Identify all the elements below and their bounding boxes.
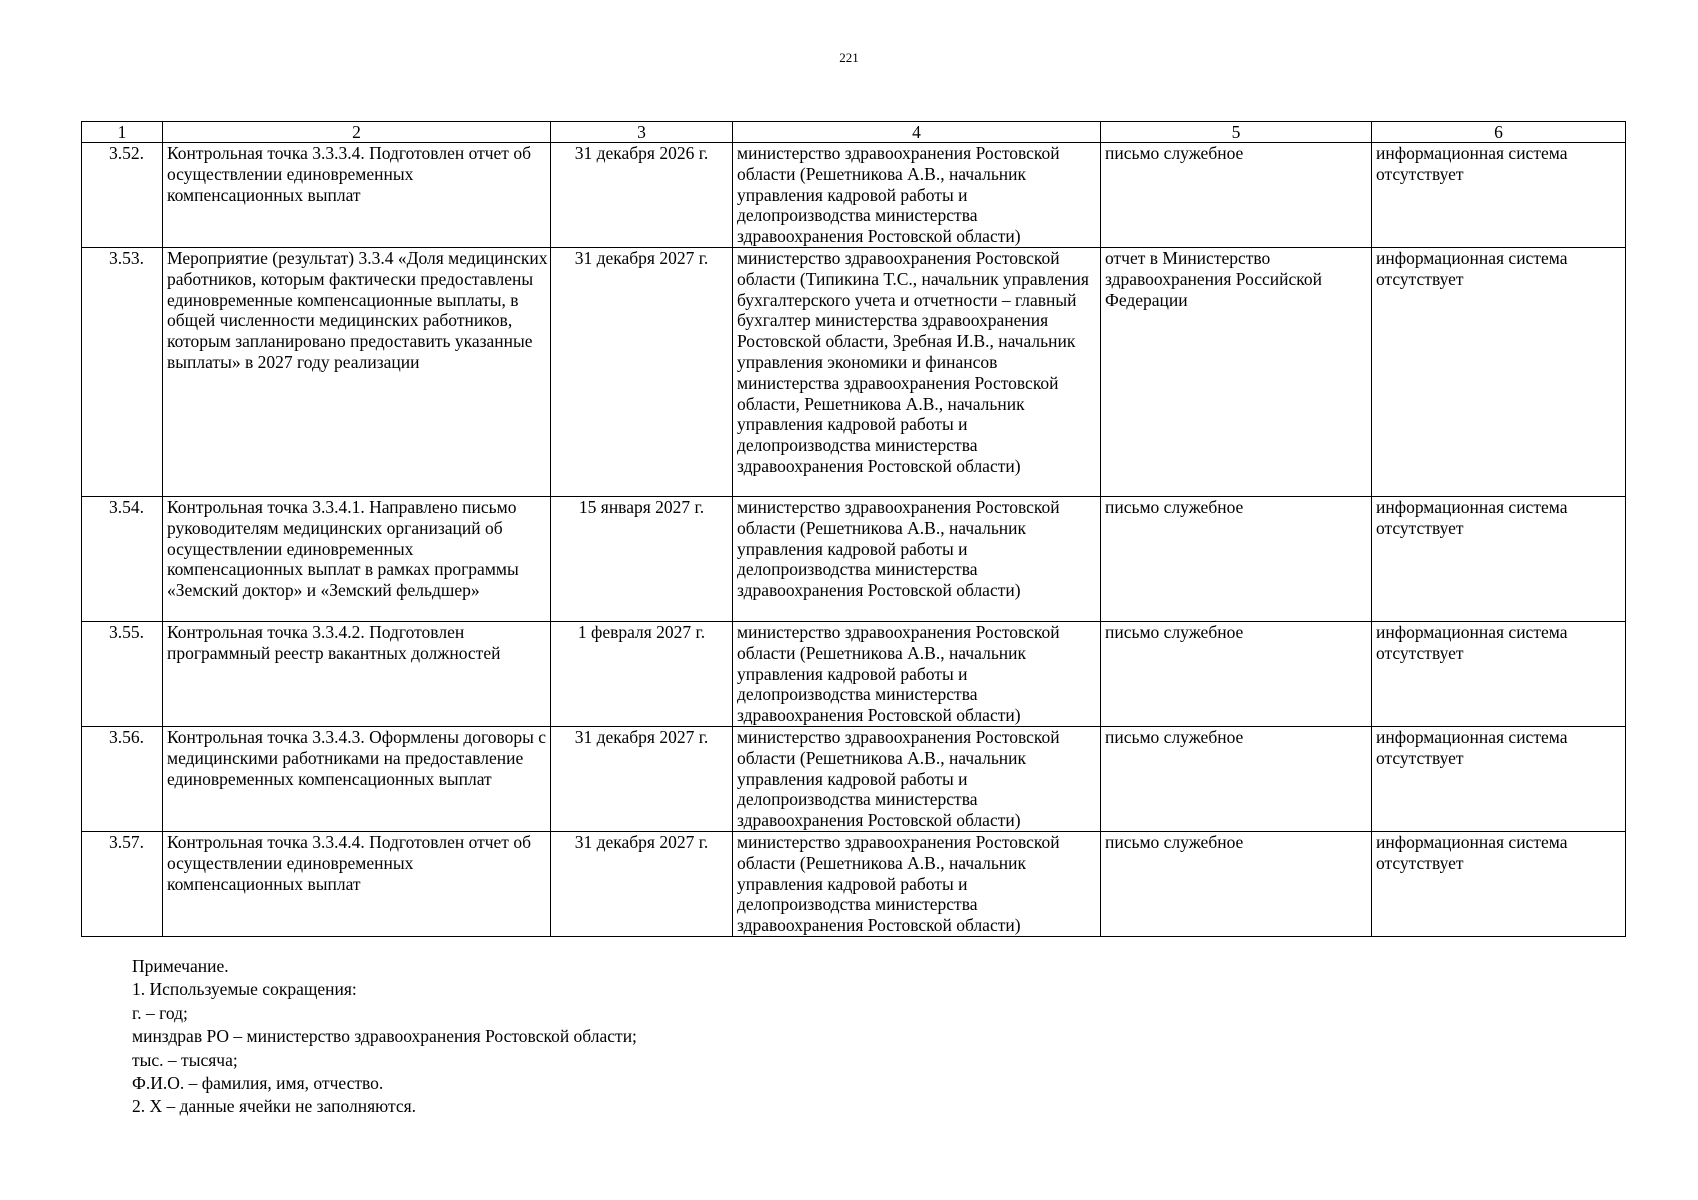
row-info-system: информационная система отсутствует	[1372, 621, 1626, 726]
footnote	[132, 955, 637, 1119]
footnote-line: Ф.И.О. – фамилия, имя, отчество.	[132, 1073, 384, 1094]
row-document: письмо служебное	[1101, 621, 1372, 726]
row-responsible: министерство здравоохранения Ростовской области (Решетникова А.В., начальник управления кадровой работы и делопроизводства министерства здравоохранения Ростовской области)	[733, 621, 1101, 726]
column-header-5: 5	[1101, 122, 1372, 143]
row-date: 1 февраля 2027 г.	[551, 621, 733, 726]
column-header-2: 2	[163, 122, 551, 143]
row-info-system: информационная система отсутствует	[1372, 496, 1626, 621]
row-responsible: министерство здравоохранения Ростовской области (Решетникова А.В., начальник управления кадровой работы и делопроизводства министерства здравоохранения Ростовской области)	[733, 831, 1101, 936]
row-number: 3.54.	[82, 496, 163, 621]
row-number: 3.53.	[82, 247, 163, 496]
table-row	[82, 726, 1626, 831]
row-name: Контрольная точка 3.3.4.1. Направлено письмо руководителям медицинских организаций об осуществлении единовременных компенсационных выплат в рамках программы «Земский доктор» и «Земский фельдшер»	[163, 496, 551, 621]
row-number: 3.56.	[82, 726, 163, 831]
row-document: письмо служебное	[1101, 831, 1372, 936]
row-date: 31 декабря 2027 г.	[551, 247, 733, 496]
row-document: отчет в Министерство здравоохранения Российской Федерации	[1101, 247, 1372, 496]
row-info-system: информационная система отсутствует	[1372, 831, 1626, 936]
row-name: Мероприятие (результат) 3.3.4 «Доля медицинских работников, которым фактически предоставлены единовременные компенсационные выплаты, в общей численности медицинских работников, которым запланировано предоставить указанные выплаты» в 2027 году реализации	[163, 247, 551, 496]
column-header-6: 6	[1372, 122, 1626, 143]
table-row	[82, 143, 1626, 248]
row-responsible: министерство здравоохранения Ростовской области (Решетникова А.В., начальник управления кадровой работы и делопроизводства министерства здравоохранения Ростовской области)	[733, 726, 1101, 831]
footnote-line: минздрав РО – министерство здравоохранения Ростовской области;	[132, 1026, 637, 1047]
footnote-line: тыс. – тысяча;	[132, 1049, 238, 1070]
table-row	[82, 496, 1626, 621]
row-document: письмо служебное	[1101, 496, 1372, 621]
row-responsible: министерство здравоохранения Ростовской области (Решетникова А.В., начальник управления кадровой работы и делопроизводства министерства здравоохранения Ростовской области)	[733, 143, 1101, 248]
implementation-plan-table	[81, 121, 1626, 937]
footnote-title: Примечание.	[132, 956, 229, 976]
row-info-system: информационная система отсутствует	[1372, 143, 1626, 248]
row-number: 3.52.	[82, 143, 163, 248]
row-number: 3.55.	[82, 621, 163, 726]
row-name: Контрольная точка 3.3.4.4. Подготовлен отчет об осуществлении единовременных компенсационных выплат	[163, 831, 551, 936]
table-row	[82, 831, 1626, 936]
row-document: письмо служебное	[1101, 726, 1372, 831]
row-date: 15 января 2027 г.	[551, 496, 733, 621]
row-responsible: министерство здравоохранения Ростовской области (Типикина Т.С., начальник управления бухгалтерского учета и отчетности – главный бухгалтер министерства здравоохранения Ростовской области, Зребная И.В., начальник управления экономики и финансов министерства здравоохранения Ростовской области, Решетникова А.В., начальник управления кадровой работы и делопроизводства министерства здравоохранения Ростовской области)	[733, 247, 1101, 496]
table-row	[82, 247, 1626, 496]
column-header-4: 4	[733, 122, 1101, 143]
column-header-3: 3	[551, 122, 733, 143]
row-responsible: министерство здравоохранения Ростовской области (Решетникова А.В., начальник управления кадровой работы и делопроизводства министерства здравоохранения Ростовской области)	[733, 496, 1101, 621]
row-number: 3.57.	[82, 831, 163, 936]
row-date: 31 декабря 2027 г.	[551, 831, 733, 936]
row-date: 31 декабря 2027 г.	[551, 726, 733, 831]
row-info-system: информационная система отсутствует	[1372, 726, 1626, 831]
row-name: Контрольная точка 3.3.4.3. Оформлены договоры с медицинскими работниками на предоставление единовременных компенсационных выплат	[163, 726, 551, 831]
row-document: письмо служебное	[1101, 143, 1372, 248]
footnote-line: 1. Используемые сокращения:	[132, 979, 357, 1000]
column-header-1: 1	[82, 122, 163, 143]
row-name: Контрольная точка 3.3.4.2. Подготовлен программный реестр вакантных должностей	[163, 621, 551, 726]
row-date: 31 декабря 2026 г.	[551, 143, 733, 248]
row-name: Контрольная точка 3.3.3.4. Подготовлен отчет об осуществлении единовременных компенсационных выплат	[163, 143, 551, 248]
table-row	[82, 621, 1626, 726]
row-info-system: информационная система отсутствует	[1372, 247, 1626, 496]
footnote-line: г. – год;	[132, 1002, 188, 1023]
table-header-row	[82, 122, 1626, 143]
footnote-line: 2. X – данные ячейки не заполняются.	[132, 1096, 417, 1117]
page-number: 221	[839, 50, 859, 65]
